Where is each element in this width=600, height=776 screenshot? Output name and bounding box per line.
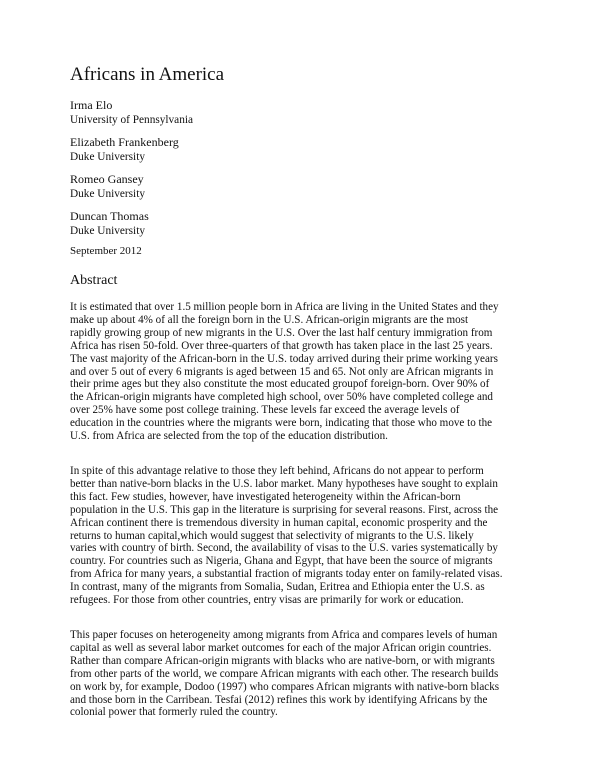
author-block — [70, 209, 149, 238]
text-line: better than native-born blacks in the U.S. labor market. Many hypotheses have sought to explain — [70, 477, 498, 490]
text-line: Rather than compare African-origin migrants with blacks who are native-born, or with migrants — [70, 654, 495, 667]
abstract-heading: Abstract — [70, 273, 118, 288]
abstract-paragraph-3 — [70, 629, 536, 719]
text-line: varies with country of birth. Second, the availability of visas to the U.S. varies systematically by — [70, 542, 498, 555]
text-line: Africa has risen 50-fold. Over three-quarters of that growth has taken place in the last 25 years. — [70, 339, 493, 352]
text-line: over 25% have some post college training. These levels far exceed the average levels of — [70, 404, 460, 417]
author-block — [70, 135, 179, 164]
paper-title: Africans in America — [70, 64, 225, 85]
author-name: Duncan Thomas — [70, 209, 149, 223]
text-line: returns to human capital,which would suggest that selectivity of migrants to the U.S. likely — [70, 529, 474, 542]
text-line: and over 5 out of every 6 migrants is aged between 15 and 65. Not only are African migrants in — [70, 365, 494, 378]
abstract-paragraph-2 — [70, 465, 536, 607]
text-line: from other parts of the world, we compare African migrants with each other. The research builds — [70, 667, 499, 680]
text-line: In contrast, many of the migrants from Somalia, Sudan, Eritrea and Ethiopia enter the U.S. as — [70, 581, 485, 594]
text-line: capital as well as several labor market outcomes for each of the major African origin countries. — [70, 641, 492, 654]
text-line: This paper focuses on heterogeneity among migrants from Africa and compares levels of human — [70, 629, 498, 641]
text-line: education in the countries where the migrants were born, indicating that those who move to the — [70, 417, 493, 430]
author-block — [70, 98, 193, 127]
text-line: and those born in the Carribean. Tesfai (2012) refines this work by identifying Africans by the — [70, 693, 488, 706]
author-affiliation: University of Pennsylvania — [70, 114, 193, 126]
text-line: African continent there is tremendous diversity in human capital, economic prosperity and the — [70, 516, 488, 529]
author-name: Irma Elo — [70, 98, 113, 112]
author-affiliation: Duke University — [70, 188, 145, 200]
text-line: In spite of this advantage relative to those they left behind, Africans do not appear to perform — [70, 465, 484, 477]
text-line: population in the U.S. This gap in the literature is surprising for several reasons. First, across the — [70, 503, 499, 516]
text-line: colonial power that formerly ruled the country. — [70, 706, 278, 719]
text-line: from Africa for many years, a substantial fraction of migrants today enter on family-related visas. — [70, 568, 503, 581]
text-line: U.S. from Africa are selected from the top of the education distribution. — [70, 430, 388, 443]
publication-date: September 2012 — [70, 245, 142, 257]
text-line: the African-origin migrants have completed high school, over 50% have completed college and — [70, 391, 493, 404]
author-name: Romeo Gansey — [70, 172, 144, 186]
text-line: The vast majority of the African-born in the U.S. today arrived during their prime working years — [70, 352, 498, 365]
text-line: It is estimated that over 1.5 million people born in Africa are living in the United States and they — [70, 301, 499, 313]
author-block — [70, 172, 145, 201]
text-line: country. For countries such as Nigeria, Ghana and Egypt, that have been the source of migrants — [70, 555, 493, 568]
author-affiliation: Duke University — [70, 225, 145, 237]
abstract-paragraph-1 — [70, 301, 536, 443]
text-line: rapidly growing group of new migrants in the U.S. Over the last half century immigration from — [70, 326, 493, 339]
author-affiliation: Duke University — [70, 151, 145, 163]
text-line: their prime ages but they also constitute the most educated groupof foreign-born. Over 90% of — [70, 378, 490, 391]
text-line: refugees. For those from other countries, entry visas are primarily for work or education. — [70, 594, 464, 607]
text-line: this fact. Few studies, however, have investigated heterogeneity within the African-born — [70, 490, 461, 503]
text-line: make up about 4% of all the foreign born in the U.S. African-origin migrants are the most — [70, 313, 469, 326]
text-line: on work by, for example, Dodoo (1997) who compares African migrants with native-born blacks — [70, 680, 500, 693]
author-name: Elizabeth Frankenberg — [70, 135, 179, 149]
